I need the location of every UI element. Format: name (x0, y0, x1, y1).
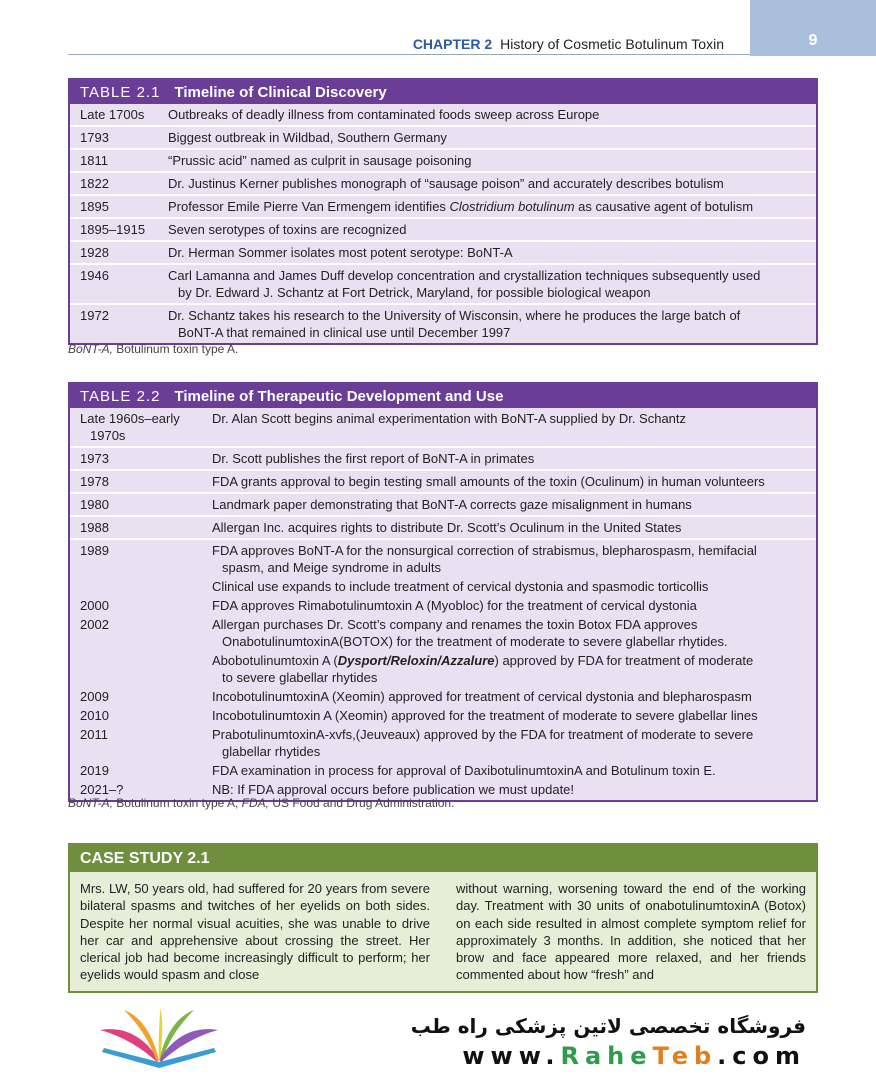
table-row (70, 597, 816, 616)
table-row (70, 217, 816, 240)
case-study-column-right: without warning, worsening toward the end of the working day. Treatment with 30 units of onabotulinumtoxinA (Botox) on each side resulted in almost complete symptom relief for approximately 3 months. In addition, she noticed that her brow and face appeared more relaxed, and her friends commented about how “fresh” and (456, 881, 806, 983)
chapter-label: CHAPTER 2 (412, 36, 493, 52)
row-text: Dr. Schantz takes his research to the University of Wisconsin, where he produces the large batch of (168, 308, 741, 323)
row-text-continued: spasm, and Meige syndrome in adults (222, 560, 441, 575)
row-text-part: as causative agent of botulism (574, 199, 754, 214)
row-date: 1980 (80, 497, 109, 512)
table-row (70, 171, 816, 194)
table2-footnote (68, 796, 454, 810)
row-text-continued: to severe glabellar rhytides (222, 670, 378, 685)
row-text: Biggest outbreak in Wildbad, Southern Germany (168, 130, 447, 145)
row-text: Seven serotypes of toxins are recognized (168, 222, 407, 237)
row-text: IncobotulinumtoxinA (Xeomin) approved for treatment of cervical dystonia and blepharospasm (212, 689, 752, 704)
row-date: 1895 (80, 199, 109, 214)
table-row (70, 515, 816, 538)
store-url (462, 1042, 806, 1070)
row-text-continued: BoNT-A that remained in clinical use until December 1997 (178, 325, 511, 340)
row-date (70, 652, 212, 686)
footnote-text: US Food and Drug Administration. (269, 796, 455, 810)
row-text: Dr. Justinus Kerner publishes monograph of “sausage poison” and accurately describes botulism (168, 176, 724, 191)
table-row (70, 194, 816, 217)
row-date: 2002 (80, 617, 109, 632)
case-study-column-left: Mrs. LW, 50 years old, had suffered for 20 years from severe bilateral spasms and twitches of her eyelids on both sides. Despite her normal visual acuities, she was unable to drive her car and apprehensive about crossing the street. Her clerical job had become increasingly difficult to perform; her eyelids would spasm and close (80, 881, 430, 983)
row-date: Late 1700s (80, 107, 145, 122)
table-row (70, 303, 816, 343)
row-date: 2009 (80, 689, 109, 704)
table-title: Timeline of Clinical Discovery (174, 83, 387, 101)
row-text-wrap (212, 726, 816, 760)
row-date: 2011 (80, 727, 108, 742)
table-row (70, 707, 816, 726)
footnote-abbr: FDA, (241, 796, 269, 810)
row-date: 1989 (80, 543, 109, 558)
species-name: Clostridium botulinum (449, 199, 575, 214)
row-date: 1895–1915 (80, 222, 146, 237)
table-row (70, 688, 816, 707)
row-date: 1928 (80, 245, 109, 260)
table-header (70, 80, 816, 104)
row-date: 1972 (80, 308, 109, 323)
row-text: Carl Lamanna and James Duff develop concentration and crystallization techniques subsequently used (168, 268, 761, 283)
table-number: TABLE 2.2 (80, 387, 161, 405)
row-date: 1973 (80, 451, 109, 466)
case-study-body (70, 872, 816, 984)
footnote-abbr: BoNT-A, (68, 342, 113, 356)
table-row (70, 408, 816, 446)
row-text: Dr. Alan Scott begins animal experimentation with BoNT-A supplied by Dr. Schantz (212, 411, 687, 426)
table-title: Timeline of Therapeutic Development and Use (174, 387, 504, 405)
table-row (70, 104, 816, 125)
row-text-continued: glabellar rhytides (222, 744, 321, 759)
url-suffix: .com (717, 1042, 806, 1070)
page-header (0, 0, 876, 58)
table-row (70, 469, 816, 492)
row-date: 1793 (80, 130, 109, 145)
table-row (70, 616, 816, 652)
row-text: FDA approves Rimabotulinumtoxin A (Myobloc) for the treatment of cervical dystonia (212, 598, 697, 613)
table-row (70, 538, 816, 578)
row-date: 1978 (80, 474, 109, 489)
table-row (70, 652, 816, 688)
store-name: فروشگاه تخصصی لاتین پزشکی راه طب (410, 1014, 806, 1038)
row-text-wrap (168, 307, 816, 341)
row-text: Incobotulinumtoxin A (Xeomin) approved for the treatment of moderate to severe glabellar lines (212, 708, 758, 723)
row-text-wrap (212, 542, 816, 576)
row-text: Landmark paper demonstrating that BoNT-A corrects gaze misalignment in humans (212, 497, 692, 512)
row-text-continued: by Dr. Edward J. Schantz at Fort Detrick, Maryland, for possible biological weapon (178, 285, 651, 300)
footnote-text: Botulinum toxin type A; (112, 796, 242, 810)
table-row (70, 762, 816, 781)
row-date: 2021–? (80, 782, 124, 797)
brand-names: Dysport/Reloxin/Azzalure (337, 653, 495, 668)
row-text-wrap (168, 267, 816, 301)
row-date-wrap (70, 410, 212, 444)
row-text-part: Abobotulinumtoxin A ( (212, 653, 338, 668)
table-row (70, 492, 816, 515)
table-row (70, 578, 816, 597)
row-date: 2000 (80, 598, 109, 613)
row-date: 1811 (80, 153, 108, 168)
table-therapeutic-development (68, 382, 818, 802)
row-text: FDA approves BoNT-A for the nonsurgical correction of strabismus, blepharospasm, hemifacial (212, 543, 757, 558)
row-date-continued: 1970s (90, 428, 126, 443)
row-text: Dr. Herman Sommer isolates most potent serotype: BoNT-A (168, 245, 513, 260)
row-text-wrap (212, 616, 816, 650)
row-text: Clinical use expands to include treatment of cervical dystonia and spasmodic torticollis (212, 579, 709, 594)
chapter-title: History of Cosmetic Botulinum Toxin (500, 36, 724, 52)
table-number: TABLE 2.1 (80, 83, 161, 101)
running-head (413, 36, 724, 52)
row-text (168, 198, 816, 215)
row-text-wrap (212, 652, 816, 686)
table-row (70, 125, 816, 148)
table-clinical-discovery (68, 78, 818, 345)
footer-watermark (0, 996, 876, 1080)
row-text: Outbreaks of deadly illness from contaminated foods sweep across Europe (168, 107, 600, 122)
row-date: 1988 (80, 520, 109, 535)
table-row (70, 240, 816, 263)
table-row (70, 446, 816, 469)
row-date (70, 578, 212, 595)
row-text-part: Professor Emile Pierre Van Ermengem identifies (168, 199, 450, 214)
row-text: FDA grants approval to begin testing small amounts of the toxin (Oculinum) in human volunteers (212, 474, 765, 489)
row-text-part: ) approved by FDA for treatment of moderate (494, 653, 754, 668)
table1-footnote (68, 342, 238, 356)
row-text: Dr. Scott publishes the first report of BoNT-A in primates (212, 451, 535, 466)
case-study-box (68, 843, 818, 993)
row-text-continued: OnabotulinumtoxinA(BOTOX) for the treatment of moderate to severe glabellar rhytides. (222, 634, 728, 649)
row-text: “Prussic acid” named as culprit in sausage poisoning (168, 153, 472, 168)
footnote-text: Botulinum toxin type A. (112, 342, 239, 356)
header-rule (68, 54, 750, 55)
row-text: Allergan purchases Dr. Scott’s company and renames the toxin Botox FDA approves (212, 617, 698, 632)
url-teb: Teb (652, 1042, 718, 1070)
row-date: Late 1960s–early (80, 411, 180, 426)
page-number: 9 (808, 32, 818, 49)
page-number-tab (750, 0, 876, 56)
book-logo-icon (94, 1006, 224, 1072)
table-row (70, 726, 816, 762)
footnote-abbr: BoNT-A, (68, 796, 113, 810)
row-text: NB: If FDA approval occurs before publication we must update! (212, 782, 575, 797)
row-text: PrabotulinumtoxinA-xvfs,(Jeuveaux) approved by the FDA for treatment of moderate to severe (212, 727, 754, 742)
row-date: 1946 (80, 268, 109, 283)
case-study-title: CASE STUDY 2.1 (70, 845, 816, 872)
table-row (70, 263, 816, 303)
row-date: 2010 (80, 708, 109, 723)
url-rahe: Rahe (560, 1042, 653, 1070)
row-date: 2019 (80, 763, 109, 778)
row-text: Allergan Inc. acquires rights to distribute Dr. Scott’s Oculinum in the United States (212, 520, 682, 535)
url-prefix: www. (462, 1042, 561, 1070)
row-text: FDA examination in process for approval of DaxibotulinumtoxinA and Botulinum toxin E. (212, 763, 716, 778)
table-header (70, 384, 816, 408)
table-row (70, 148, 816, 171)
row-date: 1822 (80, 176, 109, 191)
